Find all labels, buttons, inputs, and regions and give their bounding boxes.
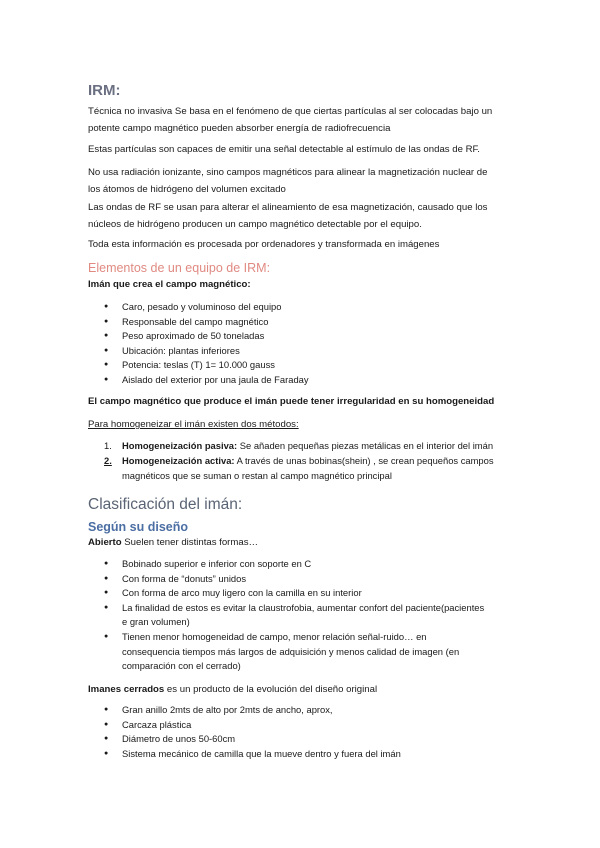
method-label: Homogeneización pasiva: xyxy=(122,440,238,451)
magnet-bullet-list xyxy=(104,300,309,388)
methods-list xyxy=(104,438,494,483)
list-item: ● Caro, pesado y voluminoso del equipo xyxy=(104,300,309,315)
list-item-text: Con forma de arco muy ligero con la camilla en su interior xyxy=(122,587,362,599)
page-title: IRM: xyxy=(88,82,121,99)
list-item-text: Bobinado superior e inferior con soporte en C xyxy=(122,558,312,569)
list-item: ● Potencia: teslas (T) 1= 10.000 gauss xyxy=(104,358,309,373)
closed-text: es un producto de la evolución del diseño original xyxy=(164,684,378,695)
section-heading-elements: Elementos de un equipo de IRM: xyxy=(88,261,271,275)
open-label: Abierto xyxy=(88,537,122,548)
list-item: ● Gran anillo 2mts de alto por 2mts de ancho, aprox, xyxy=(104,703,401,718)
method-number: 1. xyxy=(104,440,112,451)
list-item: ● Responsable del campo magnético xyxy=(104,315,309,330)
list-item-text: consequencia tiempos más largos de adquisición y menos calidad de imagen (en xyxy=(122,645,460,657)
list-item: ● Ubicación: plantas inferiores xyxy=(104,344,309,359)
list-item xyxy=(104,586,484,601)
intro-line-1: Técnica no invasiva Se basa en el fenómeno de que ciertas partículas al ser colocadas bajo un xyxy=(88,106,493,117)
list-item xyxy=(104,630,484,674)
open-magnet-bullets xyxy=(104,557,484,674)
closed-magnet-bullets xyxy=(104,703,401,761)
methods-intro: Para homogeneizar el imán existen dos métodos: xyxy=(88,419,299,430)
intro-line-2: potente campo magnético pueden absorber energía de radiofrecuencia xyxy=(88,123,391,134)
list-item: ● Peso aproximado de 50 toneladas xyxy=(104,329,309,344)
open-magnet-line xyxy=(88,534,528,551)
method-text: A través de unas bobinas(shein) , se crean pequeños campos xyxy=(234,455,494,466)
p4-line-1: Las ondas de RF se usan para alterar el alineamiento de esa magnetización, causado que los xyxy=(88,202,488,213)
magnet-subheading: Imán que crea el campo magnético: xyxy=(88,279,251,290)
section-heading-classification: Clasificación del imán: xyxy=(88,496,243,513)
list-item-text: Con forma de “donuts” unidos xyxy=(122,572,247,584)
homogeneity-note: El campo magnético que produce el imán puede tener irregularidad en su homogeneidad xyxy=(88,396,495,407)
p3-line-1: No usa radiación ionizante, sino campos magnéticos para alinear la magnetización nuclear de xyxy=(88,167,488,178)
method-number: 2. xyxy=(104,455,112,466)
paragraph-2: Estas partículas son capaces de emitir una señal detectable al estímulo de las ondas de RF. xyxy=(88,144,480,155)
method-text: Se añaden pequeñas piezas metálicas en el interior del imán xyxy=(237,440,494,451)
design-subheading: Según su diseño xyxy=(88,520,189,534)
list-item-text: ● Tienen menor homogeneidad de campo, menor relación señal-ruido… en xyxy=(122,630,427,642)
method-label: Homogeneización activa: xyxy=(122,455,235,466)
method-item-active-cont xyxy=(104,468,494,483)
list-item-text: ● La finalidad de estos es evitar la claustrofobia, aumentar confort del paciente(pacientes xyxy=(122,601,485,613)
intro-paragraph xyxy=(88,103,528,137)
open-text: Suelen tener distintas formas… xyxy=(121,537,259,548)
list-item: ● Aislado del exterior por una jaula de Faraday xyxy=(104,373,309,388)
method-item-passive xyxy=(104,438,494,453)
method-text-continued: magnéticos que se suman o restan al campo magnético principal xyxy=(122,470,392,481)
p3-line-2: los átomos de hidrógeno del volumen excitado xyxy=(88,184,286,195)
method-item-active xyxy=(104,453,494,468)
list-item: ● Diámetro de unos 50-60cm xyxy=(104,732,401,747)
list-item xyxy=(104,572,484,587)
p4-line-2: núcleos de hidrógeno producen un campo magnético detectable por el equipo. xyxy=(88,219,422,230)
list-item-text: e gran volumen) xyxy=(122,616,190,628)
paragraph-5: Toda esta información es procesada por ordenadores y transformada en imágenes xyxy=(88,239,440,250)
paragraph-4 xyxy=(88,199,528,233)
paragraph-3 xyxy=(88,164,528,198)
closed-label: Imanes cerrados xyxy=(88,684,165,695)
list-item-text: comparación con el cerrado) xyxy=(122,660,241,672)
list-item xyxy=(104,557,484,572)
list-item: ● Sistema mecánico de camilla que la mueve dentro y fuera del imán xyxy=(104,747,401,762)
list-item xyxy=(104,601,484,630)
list-item: ● Carcaza plástica xyxy=(104,718,401,733)
closed-magnet-line xyxy=(88,681,528,698)
